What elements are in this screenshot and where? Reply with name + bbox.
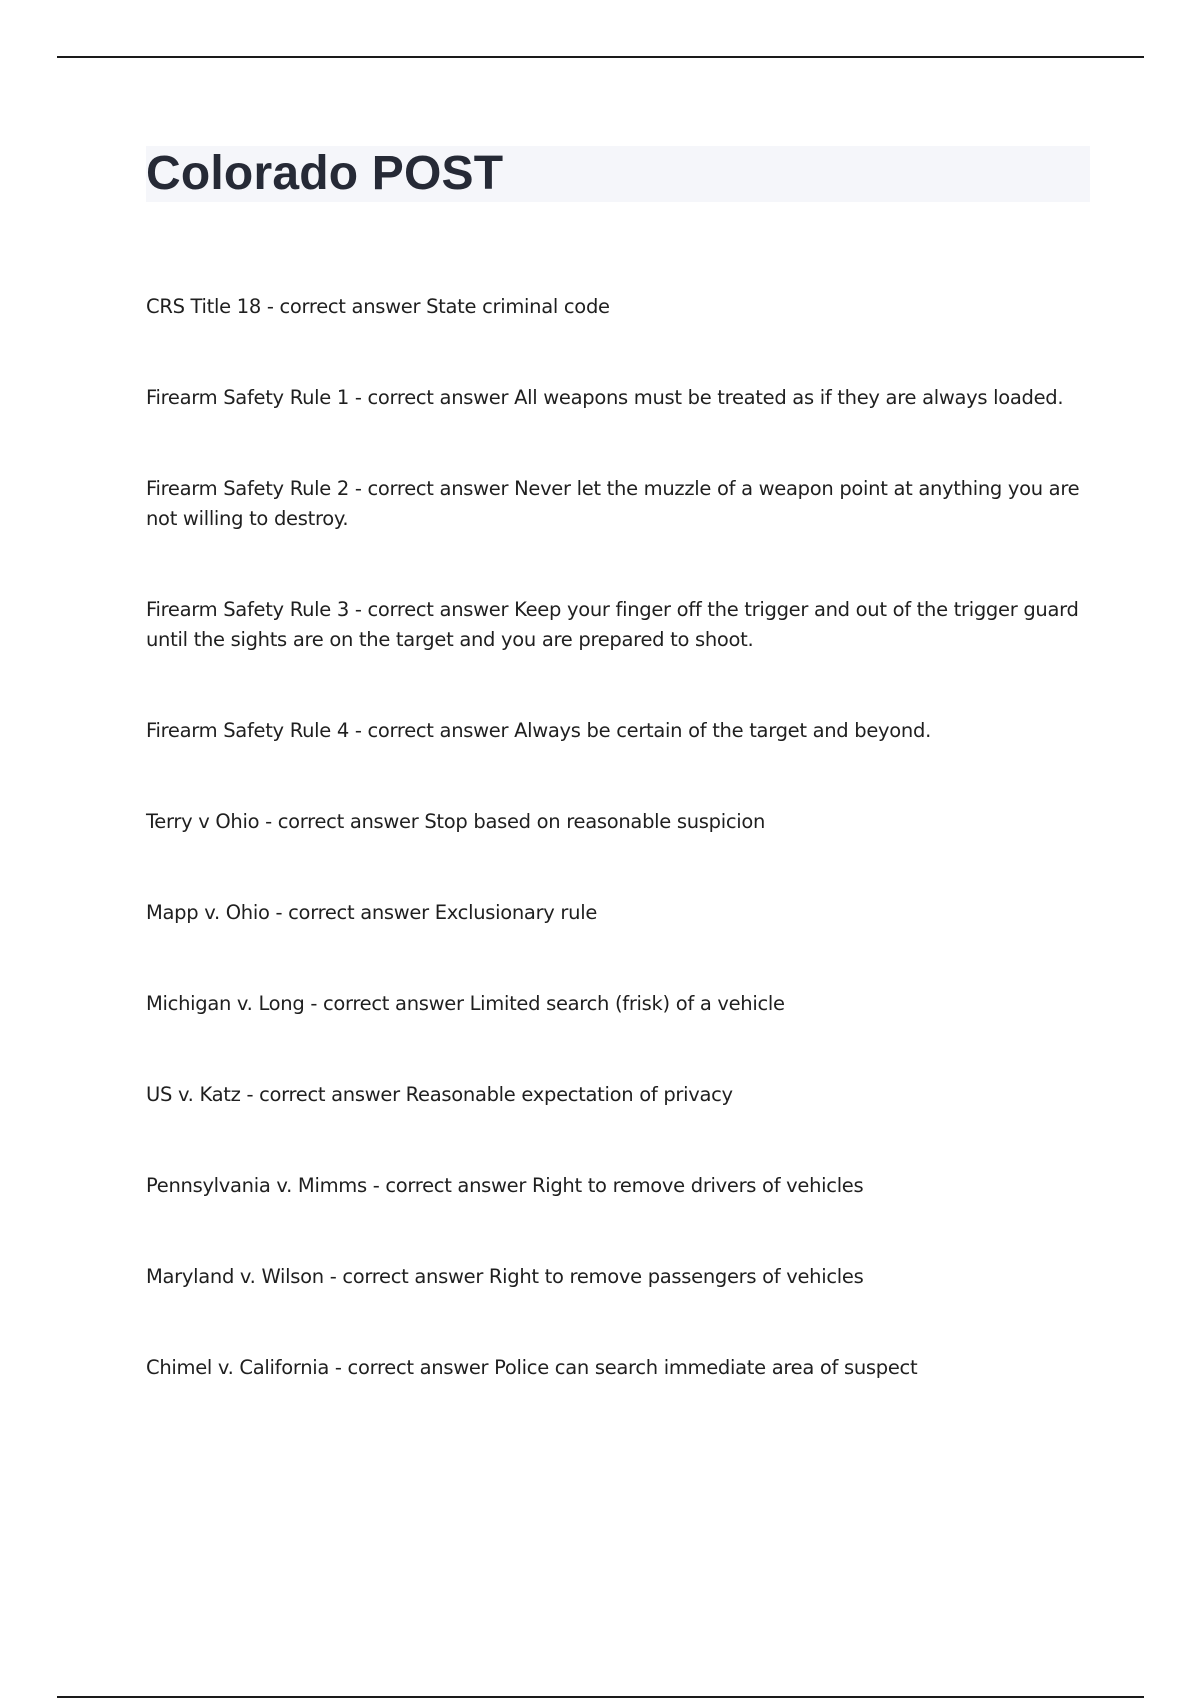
list-item: Firearm Safety Rule 2 - correct answer Never let the muzzle of a weapon point at anything you are not willing to destroy. [146,477,1080,530]
list-item: Pennsylvania v. Mimms - correct answer Right to remove drivers of vehicles [146,1174,864,1197]
list-item: Chimel v. California - correct answer Police can search immediate area of suspect [146,1356,918,1379]
top-divider [57,56,1144,58]
bottom-divider [57,1696,1144,1698]
list-item: Firearm Safety Rule 1 - correct answer All weapons must be treated as if they are always loaded. [146,386,1064,409]
list-item: Maryland v. Wilson - correct answer Right to remove passengers of vehicles [146,1265,864,1288]
list-item: US v. Katz - correct answer Reasonable expectation of privacy [146,1083,733,1106]
list-item: CRS Title 18 - correct answer State criminal code [146,295,610,318]
title-band [146,146,1090,202]
list-item: Michigan v. Long - correct answer Limited search (frisk) of a vehicle [146,992,785,1015]
list-item: Firearm Safety Rule 3 - correct answer Keep your finger off the trigger and out of the trigger guard until the sights are on the target and you are prepared to shoot. [146,598,1079,651]
list-item: Terry v Ohio - correct answer Stop based on reasonable suspicion [146,810,766,833]
page-title: Colorado POST [146,147,504,200]
list-item: Mapp v. Ohio - correct answer Exclusionary rule [146,901,598,924]
list-item: Firearm Safety Rule 4 - correct answer Always be certain of the target and beyond. [146,719,931,742]
flashcard-list [146,292,1086,1444]
